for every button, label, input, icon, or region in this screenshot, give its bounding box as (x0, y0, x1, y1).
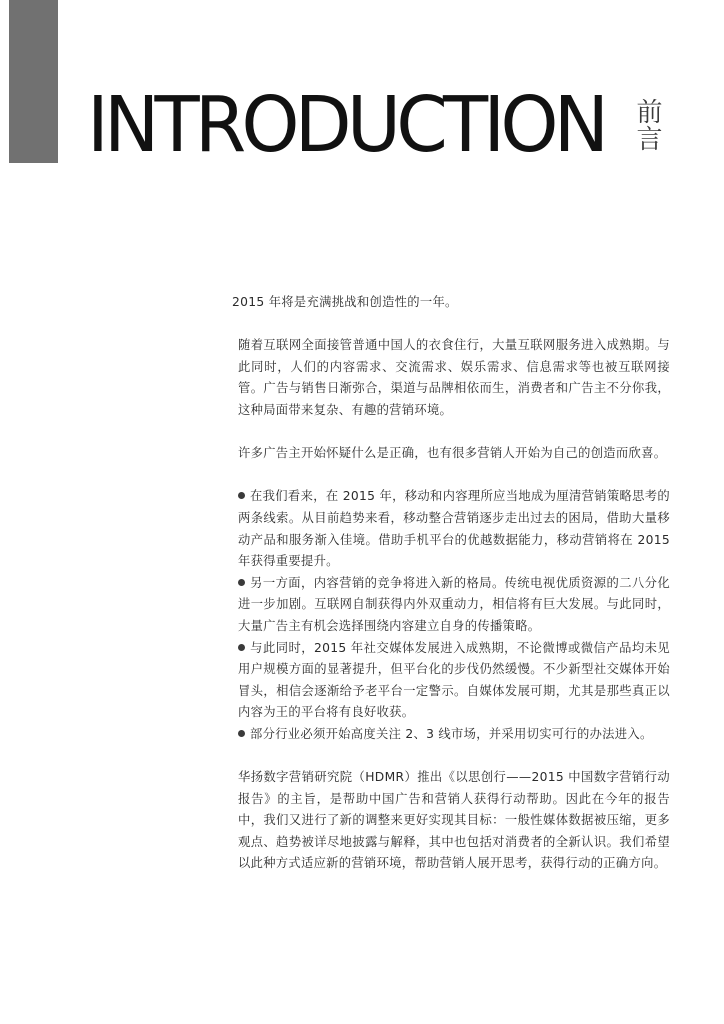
intro-body (232, 292, 670, 875)
intro-paragraph-1: 2015 年将是充满挑战和创造性的一年。 (232, 295, 458, 309)
intro-paragraph-4: 华扬数字营销研究院（HDMR）推出《以思创行——2015 中国数字营销行动报告》的主旨，是帮助中国广告和营销人获得行动帮助。因此在今年的报告中，我们又进行了新的调整来更好实现其目标：一般性媒体数据被压缩，更多观点、趋势被详尽地披露与解释，其中也包括对消费者的全新认识。我们希望以此种方式适应新的营销环境，帮助营销人展开思考，获得行动的正确方向。 (238, 770, 670, 871)
bullet-item (238, 486, 670, 572)
bullet-item (238, 573, 670, 638)
bullet-text: 与此同时，2015 年社交媒体发展进入成熟期，不论微博或微信产品均未见用户规模方面的显著提升，但平台化的步伐仍然缓慢。不少新型社交媒体开始冒头，相信会逐渐给予老平台一定警示。自媒体发展可期，尤其是那些真正以内容为王的平台将有良好收获。 (238, 640, 670, 720)
bullet-list (238, 486, 670, 745)
bullet-text: 在我们看来，在 2015 年，移动和内容理所应当地成为厘清营销策略思考的两条线索。从目前趋势来看，移动整合营销逐步走出过去的困局，借助大量移动产品和服务渐入佳境。借助手机平台的优越数据能力，移动营销将在 2015 年获得重要提升。 (238, 489, 670, 569)
intro-paragraph-2: 随着互联网全面接管普通中国人的衣食住行，大量互联网服务进入成熟期。与此同时，人们的内容需求、交流需求、娱乐需求、信息需求等也被互联网接管。广告与销售日渐弥合，渠道与品牌相依而生，消费者和广告主不分你我，这种局面带来复杂、有趣的营销环境。 (238, 338, 670, 417)
bullet-item (238, 724, 670, 746)
intro-paragraph-3: 许多广告主开始怀疑什么是正确，也有很多营销人开始为自己的创造而欣喜。 (238, 446, 667, 461)
bullet-item (238, 638, 670, 724)
page-title: INTRODUCTION (87, 81, 605, 170)
bullet-dot-icon (238, 579, 245, 586)
bullet-dot-icon (238, 730, 245, 737)
bullet-text: 另一方面，内容营销的竞争将进入新的格局。传统电视优质资源的二八分化进一步加剧。互联网自制获得内外双重动力，相信将有巨大发展。与此同时，大量广告主有机会选择围绕内容建立自身的传播策略。 (238, 575, 670, 633)
page-title-chinese: 前言 (632, 98, 662, 152)
bullet-dot-icon (238, 644, 245, 651)
bullet-dot-icon (238, 492, 245, 499)
decorative-side-bar (9, 0, 58, 163)
bullet-text: 部分行业必须开始高度关注 2、3 线市场，并采用切实可行的办法进入。 (250, 726, 653, 741)
